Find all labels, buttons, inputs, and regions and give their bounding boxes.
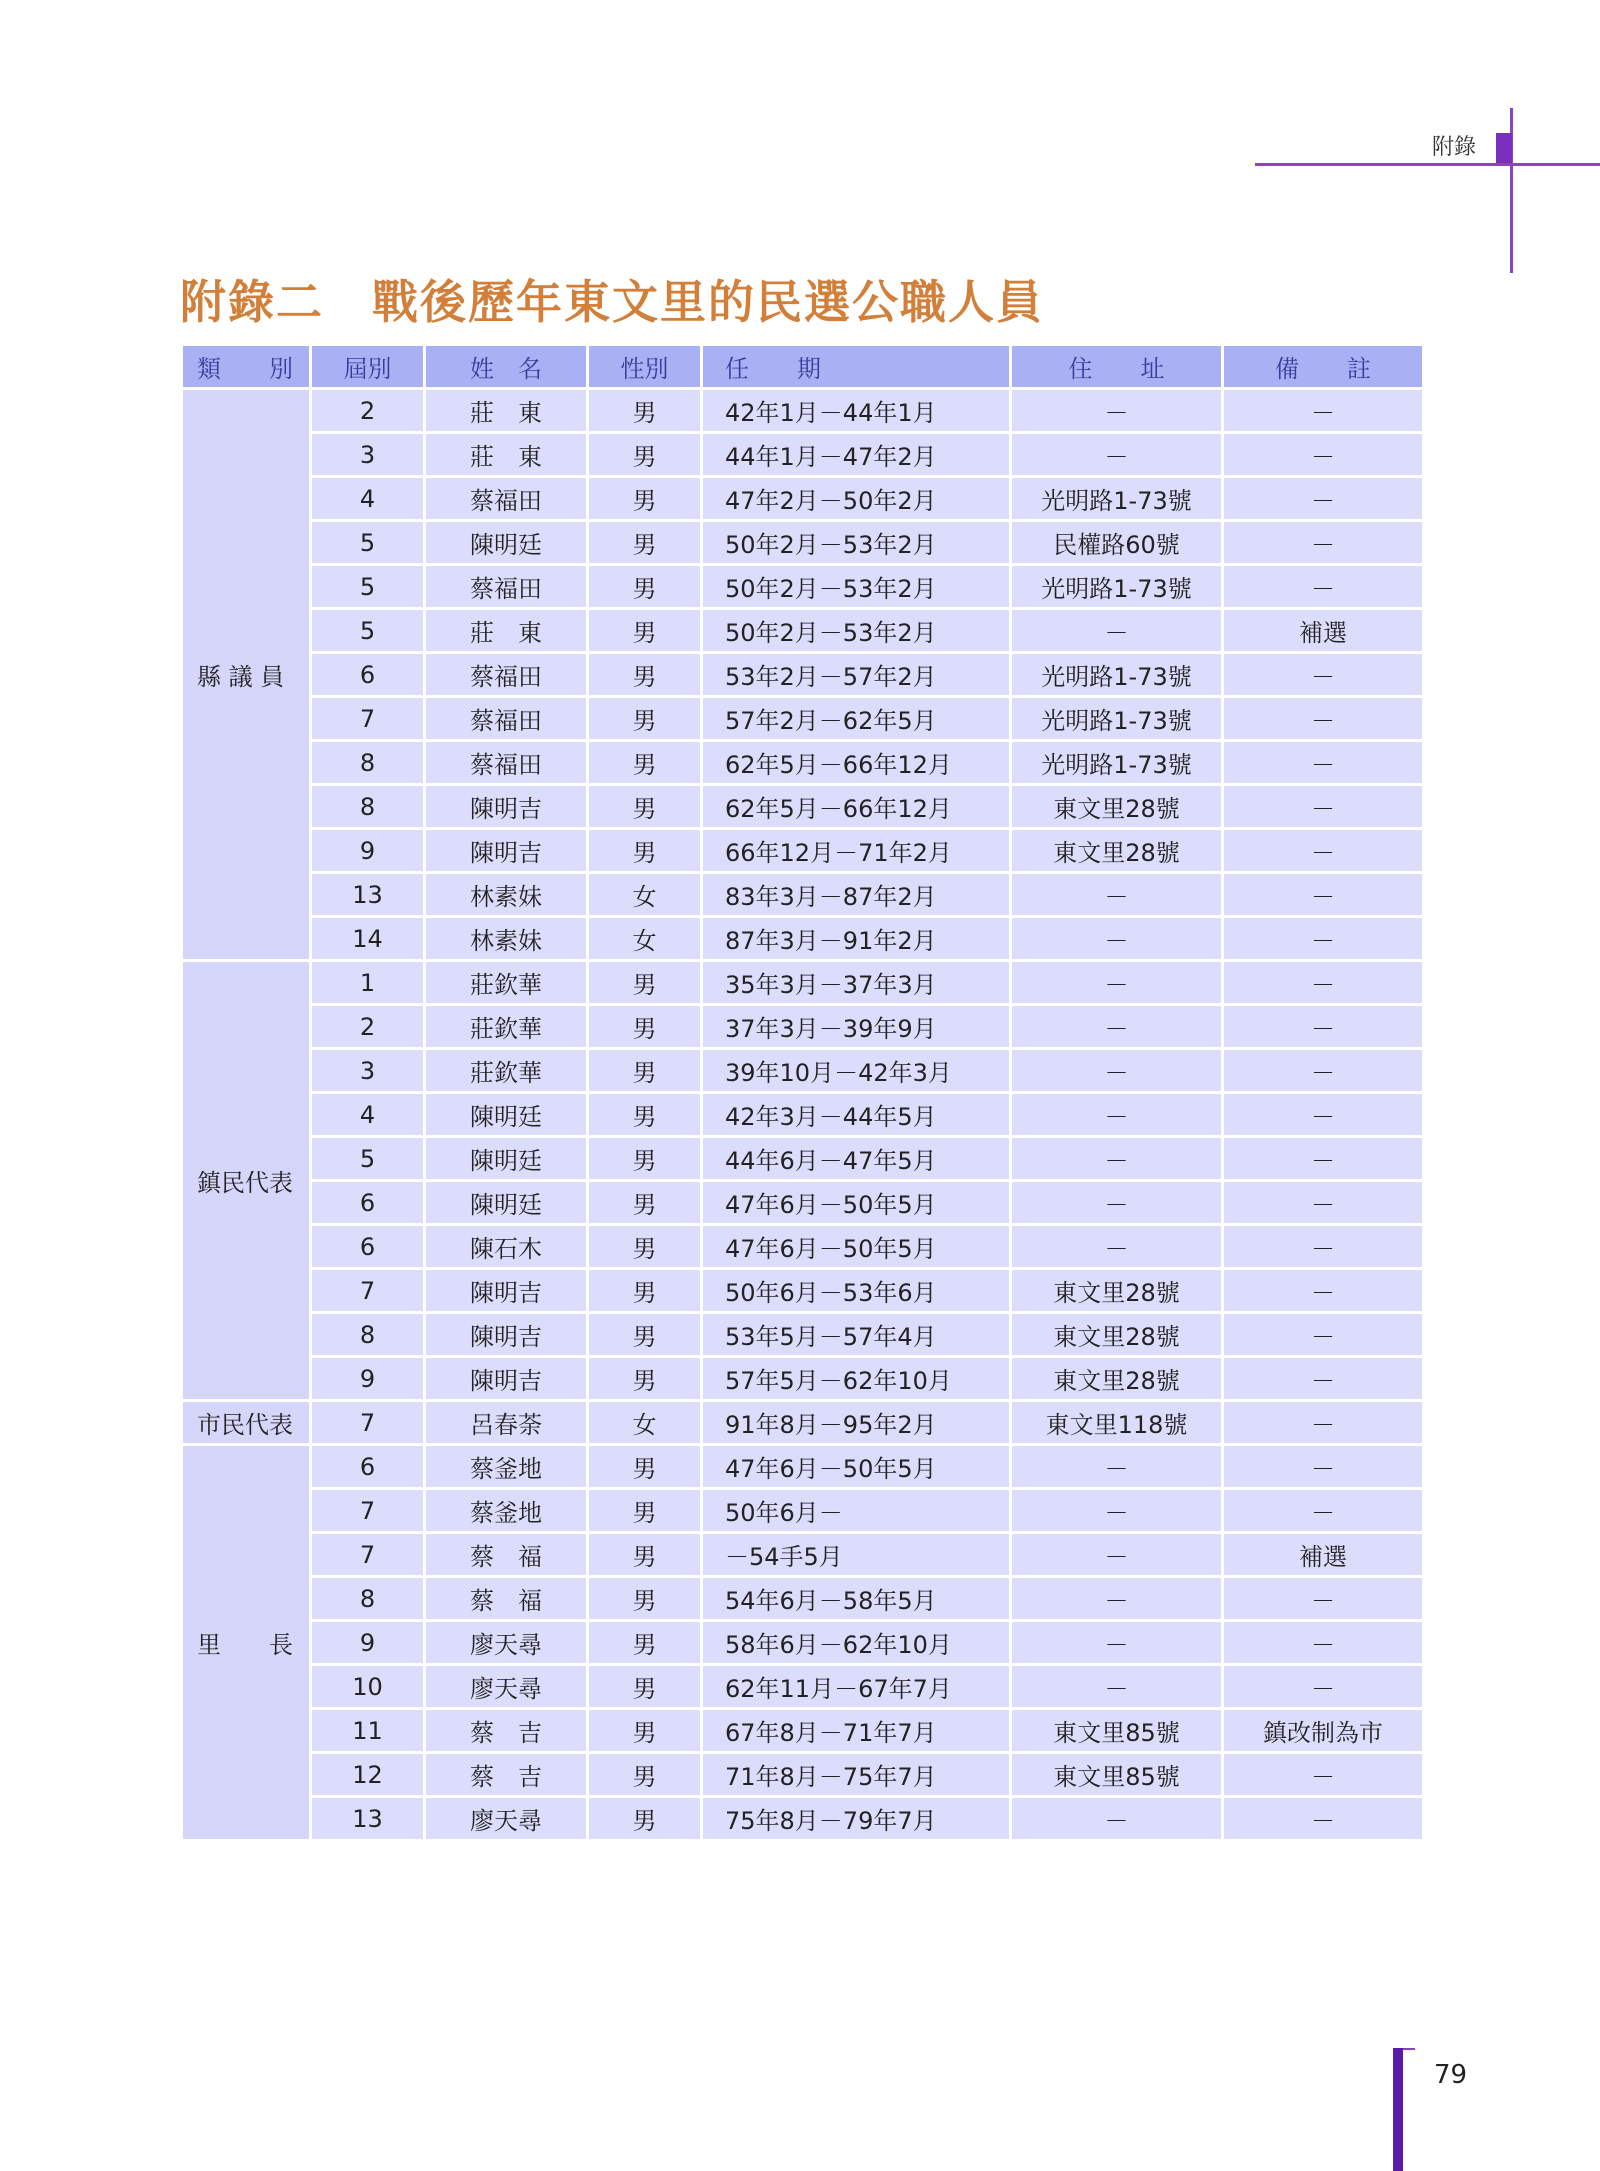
gender-cell: 男 — [588, 609, 702, 653]
address-cell: － — [1011, 1665, 1223, 1709]
name-cell: 莊 東 — [425, 433, 588, 477]
gender-cell: 男 — [588, 1357, 702, 1401]
gender-cell: 男 — [588, 1665, 702, 1709]
name-cell: 陳明吉 — [425, 1357, 588, 1401]
name-cell: 蔡 福 — [425, 1533, 588, 1577]
term-cell: 6 — [311, 653, 425, 697]
table-row — [182, 1533, 1424, 1577]
table-row — [182, 697, 1424, 741]
table-row — [182, 1753, 1424, 1797]
tenure-cell: 57年2月－62年5月 — [702, 697, 1011, 741]
gender-cell: 男 — [588, 477, 702, 521]
name-cell: 莊 東 — [425, 389, 588, 433]
tenure-cell: 71年8月－75年7月 — [702, 1753, 1011, 1797]
table-header-row — [182, 345, 1424, 389]
name-cell: 莊欽華 — [425, 1049, 588, 1093]
name-cell: 陳明吉 — [425, 1269, 588, 1313]
term-cell: 8 — [311, 741, 425, 785]
tenure-cell: 35年3月－37年3月 — [702, 961, 1011, 1005]
remarks-cell: － — [1223, 653, 1424, 697]
term-cell: 4 — [311, 477, 425, 521]
name-cell: 莊欽華 — [425, 961, 588, 1005]
gender-cell: 男 — [588, 1137, 702, 1181]
term-cell: 5 — [311, 609, 425, 653]
table-row — [182, 1137, 1424, 1181]
column-header-address: 住 址 — [1011, 345, 1223, 389]
address-cell: 光明路1-73號 — [1011, 741, 1223, 785]
term-cell: 3 — [311, 433, 425, 477]
gender-cell: 女 — [588, 873, 702, 917]
tenure-cell: 54年6月－58年5月 — [702, 1577, 1011, 1621]
tenure-cell: 50年6月－53年6月 — [702, 1269, 1011, 1313]
table-row — [182, 1665, 1424, 1709]
remarks-cell: － — [1223, 521, 1424, 565]
remarks-cell: － — [1223, 1181, 1424, 1225]
address-cell: － — [1011, 1005, 1223, 1049]
address-cell: － — [1011, 1049, 1223, 1093]
tenure-cell: －54手5月 — [702, 1533, 1011, 1577]
tenure-cell: 50年2月－53年2月 — [702, 609, 1011, 653]
address-cell: － — [1011, 1621, 1223, 1665]
category-cell: 市民代表 — [182, 1401, 311, 1445]
address-cell: 東文里85號 — [1011, 1753, 1223, 1797]
term-cell: 14 — [311, 917, 425, 961]
tenure-cell: 67年8月－71年7月 — [702, 1709, 1011, 1753]
name-cell: 呂春荼 — [425, 1401, 588, 1445]
remarks-cell: 補選 — [1223, 609, 1424, 653]
tenure-cell: 47年2月－50年2月 — [702, 477, 1011, 521]
address-cell: － — [1011, 433, 1223, 477]
remarks-cell: 補選 — [1223, 1533, 1424, 1577]
address-cell: － — [1011, 1225, 1223, 1269]
table-row — [182, 1225, 1424, 1269]
table-row — [182, 1489, 1424, 1533]
address-cell: － — [1011, 1489, 1223, 1533]
name-cell: 陳明廷 — [425, 521, 588, 565]
term-cell: 7 — [311, 697, 425, 741]
table-row — [182, 1313, 1424, 1357]
remarks-cell: － — [1223, 1621, 1424, 1665]
term-cell: 7 — [311, 1489, 425, 1533]
table-row — [182, 1357, 1424, 1401]
remarks-cell: － — [1223, 389, 1424, 433]
table-row — [182, 389, 1424, 433]
name-cell: 蔡釜地 — [425, 1445, 588, 1489]
tenure-cell: 42年1月－44年1月 — [702, 389, 1011, 433]
name-cell: 蔡福田 — [425, 653, 588, 697]
name-cell: 陳明廷 — [425, 1181, 588, 1225]
name-cell: 陳明廷 — [425, 1137, 588, 1181]
term-cell: 6 — [311, 1181, 425, 1225]
term-cell: 12 — [311, 1753, 425, 1797]
remarks-cell: － — [1223, 1665, 1424, 1709]
name-cell: 陳明廷 — [425, 1093, 588, 1137]
term-cell: 7 — [311, 1533, 425, 1577]
gender-cell: 男 — [588, 1313, 702, 1357]
name-cell: 蔡 吉 — [425, 1753, 588, 1797]
remarks-cell: － — [1223, 1797, 1424, 1841]
column-header-category: 類 別 — [182, 345, 311, 389]
term-cell: 5 — [311, 565, 425, 609]
table-row — [182, 1181, 1424, 1225]
name-cell: 蔡釜地 — [425, 1489, 588, 1533]
gender-cell: 男 — [588, 1709, 702, 1753]
address-cell: 東文里28號 — [1011, 1313, 1223, 1357]
tenure-cell: 50年2月－53年2月 — [702, 521, 1011, 565]
term-cell: 2 — [311, 389, 425, 433]
remarks-cell: － — [1223, 697, 1424, 741]
table-row — [182, 1621, 1424, 1665]
address-cell: － — [1011, 389, 1223, 433]
gender-cell: 男 — [588, 1181, 702, 1225]
remarks-cell: － — [1223, 873, 1424, 917]
tenure-cell: 53年2月－57年2月 — [702, 653, 1011, 697]
name-cell: 陳明吉 — [425, 829, 588, 873]
tenure-cell: 66年12月－71年2月 — [702, 829, 1011, 873]
remarks-cell: － — [1223, 1269, 1424, 1313]
term-cell: 9 — [311, 1621, 425, 1665]
name-cell: 蔡福田 — [425, 565, 588, 609]
header-marker — [1496, 133, 1512, 163]
tenure-cell: 53年5月－57年4月 — [702, 1313, 1011, 1357]
address-cell: 光明路1-73號 — [1011, 697, 1223, 741]
table-row — [182, 653, 1424, 697]
term-cell: 8 — [311, 1313, 425, 1357]
remarks-cell: 鎮改制為市 — [1223, 1709, 1424, 1753]
remarks-cell: － — [1223, 1577, 1424, 1621]
page-number: 79 — [1434, 2060, 1468, 2090]
tenure-cell: 47年6月－50年5月 — [702, 1181, 1011, 1225]
remarks-cell: － — [1223, 917, 1424, 961]
term-cell: 6 — [311, 1445, 425, 1489]
name-cell: 蔡 吉 — [425, 1709, 588, 1753]
gender-cell: 男 — [588, 1005, 702, 1049]
table-row — [182, 917, 1424, 961]
remarks-cell: － — [1223, 785, 1424, 829]
gender-cell: 男 — [588, 785, 702, 829]
gender-cell: 男 — [588, 565, 702, 609]
address-cell: － — [1011, 609, 1223, 653]
address-cell: － — [1011, 1137, 1223, 1181]
tenure-cell: 44年6月－47年5月 — [702, 1137, 1011, 1181]
tenure-cell: 75年8月－79年7月 — [702, 1797, 1011, 1841]
gender-cell: 男 — [588, 1269, 702, 1313]
address-cell: 光明路1-73號 — [1011, 653, 1223, 697]
remarks-cell: － — [1223, 1489, 1424, 1533]
gender-cell: 男 — [588, 697, 702, 741]
name-cell: 廖天尋 — [425, 1797, 588, 1841]
tenure-cell: 91年8月－95年2月 — [702, 1401, 1011, 1445]
term-cell: 13 — [311, 873, 425, 917]
address-cell: － — [1011, 1533, 1223, 1577]
gender-cell: 男 — [588, 1489, 702, 1533]
column-header-gender: 性別 — [588, 345, 702, 389]
gender-cell: 男 — [588, 389, 702, 433]
term-cell: 7 — [311, 1401, 425, 1445]
remarks-cell: － — [1223, 1093, 1424, 1137]
name-cell: 陳明吉 — [425, 785, 588, 829]
remarks-cell: － — [1223, 1313, 1424, 1357]
remarks-cell: － — [1223, 741, 1424, 785]
address-cell: － — [1011, 1445, 1223, 1489]
remarks-cell: － — [1223, 1005, 1424, 1049]
name-cell: 林素妹 — [425, 917, 588, 961]
address-cell: 東文里28號 — [1011, 1269, 1223, 1313]
tenure-cell: 58年6月－62年10月 — [702, 1621, 1011, 1665]
remarks-cell: － — [1223, 565, 1424, 609]
column-header-name: 姓 名 — [425, 345, 588, 389]
category-cell: 縣 議 員 — [182, 389, 311, 961]
tenure-cell: 50年2月－53年2月 — [702, 565, 1011, 609]
remarks-cell: － — [1223, 1753, 1424, 1797]
address-cell: － — [1011, 1181, 1223, 1225]
address-cell: 東文里28號 — [1011, 785, 1223, 829]
gender-cell: 女 — [588, 917, 702, 961]
gender-cell: 男 — [588, 1621, 702, 1665]
name-cell: 蔡福田 — [425, 477, 588, 521]
address-cell: － — [1011, 917, 1223, 961]
remarks-cell: － — [1223, 1401, 1424, 1445]
term-cell: 5 — [311, 521, 425, 565]
gender-cell: 男 — [588, 433, 702, 477]
gender-cell: 男 — [588, 1753, 702, 1797]
table-row — [182, 785, 1424, 829]
table-row — [182, 873, 1424, 917]
address-cell: 民權路60號 — [1011, 521, 1223, 565]
gender-cell: 男 — [588, 1225, 702, 1269]
tenure-cell: 87年3月－91年2月 — [702, 917, 1011, 961]
address-cell: － — [1011, 873, 1223, 917]
table-row — [182, 1709, 1424, 1753]
gender-cell: 男 — [588, 1797, 702, 1841]
gender-cell: 男 — [588, 741, 702, 785]
term-cell: 11 — [311, 1709, 425, 1753]
gender-cell: 男 — [588, 653, 702, 697]
table-row — [182, 1445, 1424, 1489]
term-cell: 8 — [311, 1577, 425, 1621]
term-cell: 9 — [311, 1357, 425, 1401]
tenure-cell: 62年5月－66年12月 — [702, 785, 1011, 829]
tenure-cell: 37年3月－39年9月 — [702, 1005, 1011, 1049]
name-cell: 陳明吉 — [425, 1313, 588, 1357]
term-cell: 2 — [311, 1005, 425, 1049]
table-row — [182, 741, 1424, 785]
gender-cell: 男 — [588, 1577, 702, 1621]
category-cell: 鎮民代表 — [182, 961, 311, 1401]
gender-cell: 男 — [588, 961, 702, 1005]
term-cell: 13 — [311, 1797, 425, 1841]
table-row — [182, 1797, 1424, 1841]
term-cell: 3 — [311, 1049, 425, 1093]
address-cell: － — [1011, 1797, 1223, 1841]
term-cell: 9 — [311, 829, 425, 873]
remarks-cell: － — [1223, 1137, 1424, 1181]
name-cell: 莊 東 — [425, 609, 588, 653]
remarks-cell: － — [1223, 1357, 1424, 1401]
header-rule — [1255, 163, 1600, 166]
address-cell: 東文里28號 — [1011, 829, 1223, 873]
tenure-cell: 62年5月－66年12月 — [702, 741, 1011, 785]
name-cell: 莊欽華 — [425, 1005, 588, 1049]
officials-table — [180, 343, 1425, 1842]
table-row — [182, 1577, 1424, 1621]
address-cell: 東文里85號 — [1011, 1709, 1223, 1753]
remarks-cell: － — [1223, 477, 1424, 521]
address-cell: － — [1011, 961, 1223, 1005]
column-header-tenure: 任 期 — [702, 345, 1011, 389]
name-cell: 廖天尋 — [425, 1621, 588, 1665]
gender-cell: 男 — [588, 521, 702, 565]
table-row — [182, 433, 1424, 477]
column-header-remarks: 備 註 — [1223, 345, 1424, 389]
table-row — [182, 1005, 1424, 1049]
tenure-cell: 44年1月－47年2月 — [702, 433, 1011, 477]
table-row — [182, 565, 1424, 609]
term-cell: 10 — [311, 1665, 425, 1709]
name-cell: 蔡福田 — [425, 697, 588, 741]
term-cell: 7 — [311, 1269, 425, 1313]
table-row — [182, 1093, 1424, 1137]
table-row — [182, 521, 1424, 565]
tenure-cell: 57年5月－62年10月 — [702, 1357, 1011, 1401]
category-cell: 里 長 — [182, 1445, 311, 1841]
table-row — [182, 961, 1424, 1005]
address-cell: 光明路1-73號 — [1011, 565, 1223, 609]
address-cell: 東文里118號 — [1011, 1401, 1223, 1445]
table-body — [182, 389, 1424, 1841]
gender-cell: 男 — [588, 1049, 702, 1093]
address-cell: － — [1011, 1093, 1223, 1137]
gender-cell: 男 — [588, 1093, 702, 1137]
table-row — [182, 829, 1424, 873]
term-cell: 1 — [311, 961, 425, 1005]
gender-cell: 女 — [588, 1401, 702, 1445]
address-cell: 光明路1-73號 — [1011, 477, 1223, 521]
tenure-cell: 62年11月－67年7月 — [702, 1665, 1011, 1709]
gender-cell: 男 — [588, 829, 702, 873]
remarks-cell: － — [1223, 1445, 1424, 1489]
remarks-cell: － — [1223, 961, 1424, 1005]
footer-bar — [1393, 2048, 1403, 2171]
tenure-cell: 42年3月－44年5月 — [702, 1093, 1011, 1137]
remarks-cell: － — [1223, 1225, 1424, 1269]
tenure-cell: 47年6月－50年5月 — [702, 1225, 1011, 1269]
page-title: 附錄二 戰後歷年東文里的民選公職人員 — [180, 275, 1044, 329]
tenure-cell: 39年10月－42年3月 — [702, 1049, 1011, 1093]
section-label: 附錄 — [1432, 135, 1477, 160]
address-cell: 東文里28號 — [1011, 1357, 1223, 1401]
name-cell: 林素妹 — [425, 873, 588, 917]
tenure-cell: 47年6月－50年5月 — [702, 1445, 1011, 1489]
table-row — [182, 1401, 1424, 1445]
table-row — [182, 1269, 1424, 1313]
table-row — [182, 609, 1424, 653]
address-cell: － — [1011, 1577, 1223, 1621]
remarks-cell: － — [1223, 829, 1424, 873]
name-cell: 陳石木 — [425, 1225, 588, 1269]
name-cell: 蔡福田 — [425, 741, 588, 785]
table-row — [182, 477, 1424, 521]
term-cell: 4 — [311, 1093, 425, 1137]
name-cell: 廖天尋 — [425, 1665, 588, 1709]
term-cell: 5 — [311, 1137, 425, 1181]
table-row — [182, 1049, 1424, 1093]
column-header-term: 屆別 — [311, 345, 425, 389]
gender-cell: 男 — [588, 1445, 702, 1489]
remarks-cell: － — [1223, 433, 1424, 477]
term-cell: 8 — [311, 785, 425, 829]
name-cell: 蔡 福 — [425, 1577, 588, 1621]
tenure-cell: 50年6月－ — [702, 1489, 1011, 1533]
gender-cell: 男 — [588, 1533, 702, 1577]
tenure-cell: 83年3月－87年2月 — [702, 873, 1011, 917]
remarks-cell: － — [1223, 1049, 1424, 1093]
term-cell: 6 — [311, 1225, 425, 1269]
